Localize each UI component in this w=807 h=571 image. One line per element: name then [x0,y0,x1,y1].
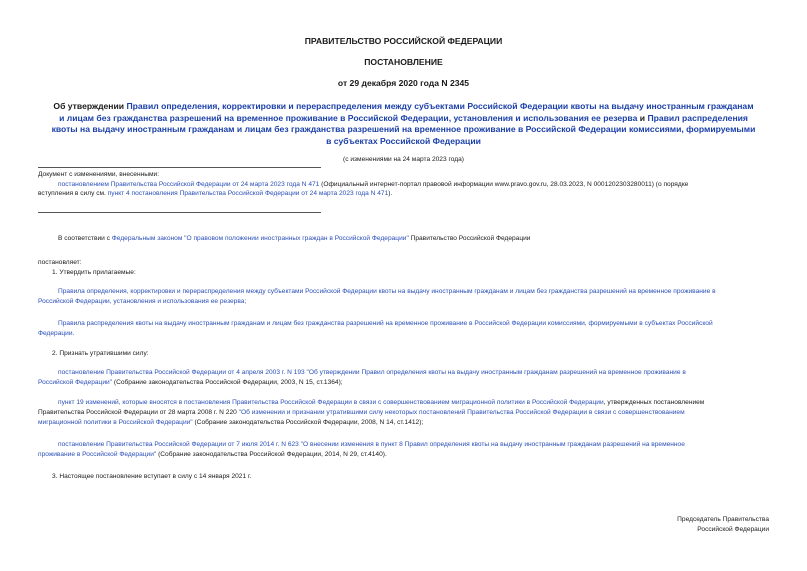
federal-law-link[interactable]: Федеральным законом "О правовом положении иностранных граждан в Российской Федерации" [111,235,409,242]
item-3: 3. Настоящее постановление вступает в силу с 14 января 2021 г. [52,473,252,480]
title-conjunction: и [637,112,648,123]
invalidated-2-link-line-3[interactable]: миграционной политики в Российской Федерации" [38,418,193,426]
invalidated-2-paragraph [38,398,778,427]
changes-intro: Документ с изменениями, внесенными: [38,171,160,178]
signature-body: Российской Федерации [697,525,769,533]
changes-effect-end: ). [388,190,393,198]
date-number-heading: от 29 декабря 2020 года N 2345 [337,78,470,88]
document-title [30,101,777,147]
changes-block [38,170,778,199]
changes-effect-text: вступления в силу см. [38,190,108,198]
invalidated-2-link-line-2[interactable]: "Об изменении и признании утратившими силу некоторых постановлений Правительства Российской Федерации в связи с совершенствованием [238,408,685,416]
preamble-prefix: В соответствии с [58,235,112,242]
invalidated-3-link-line-2[interactable]: проживание в Российской Федерации" [38,450,157,458]
changes-top-divider [38,167,321,168]
government-heading: ПРАВИТЕЛЬСТВО РОССИЙСКОЙ ФЕДЕРАЦИИ [304,36,503,46]
amendment-note: (с изменениями на 24 марта 2023 года) [343,156,464,163]
preamble-suffix: Правительство Российской Федерации [408,235,531,242]
changes-amendment-link[interactable]: постановлением Правительства Российской Федерации от 24 марта 2023 года N 471 [58,180,320,188]
title-rules-link-2[interactable]: и лицам без гражданства разрешений на временное проживание в Российской Федерации, установления и использования ее резерва [59,112,638,123]
doc-type-heading: ПОСТАНОВЛЕНИЕ [364,57,443,67]
item-1: 1. Утвердить прилагаемые: [52,269,136,276]
title-rules-link-3[interactable]: Правил распределения [647,112,748,123]
title-rules-link-5[interactable]: в субъектах Российской Федерации [326,135,481,146]
invalidated-2-source: (Собрание законодательства Российской Федерации, 2008, N 14, ст.1412); [192,418,424,426]
invalidated-2-link-line-1[interactable]: пункт 19 изменений, которые вносятся в постановления Правительства Российской Федерации в связи с совершенствованием миграционной политики в Российской Федерации [58,399,604,406]
invalidated-1-paragraph [38,368,778,388]
changes-amendment-source: (Официальный интернет-портал правовой информации www.pravo.gov.ru, 28.03.2023, N 0001202303280011) (о порядке [319,180,689,188]
title-rules-link-1[interactable]: Правил определения, корректировки и перераспределения между субъектами Российской Федерации квоты на выдачу иностранным гражданам [126,101,754,111]
rules-2-paragraph [38,319,778,339]
rules-2-link-line-2[interactable]: Федерации. [38,329,75,337]
invalidated-2-text-2: Правительства Российской Федерации от 28 марта 2008 г. N 220 [38,408,239,416]
invalidated-1-link-line-2[interactable]: Российской Федерации" [38,378,113,386]
rules-1-link-line-1[interactable]: Правила определения, корректировки и перераспределения между субъектами Российской Федерации квоты на выдачу иностранным гражданам и лицам без гражданства разрешений на временное проживание в [58,288,716,295]
item-2: 2. Признать утратившими силу: [52,350,149,357]
rules-1-paragraph [38,287,778,307]
signature-title: Председатель Правительства [677,516,769,523]
invalidated-3-link-line-1[interactable]: постановление Правительства Российской Федерации от 7 июля 2014 г. N 623 "О внесении изменения в пункт 8 Правил определения квоты на выдачу иностранным гражданам разрешений на временное [58,441,685,448]
signature-block [677,515,769,535]
invalidated-1-source: (Собрание законодательства Российской Федерации, 2003, N 15, ст.1364); [112,378,343,386]
changes-bottom-divider [38,212,321,213]
invalidated-3-paragraph [38,440,778,460]
title-rules-link-4[interactable]: квоты на выдачу иностранным гражданам и лицам без гражданства разрешений на временное проживание в Российской Федерации комиссиями, формируемыми [51,124,756,134]
invalidated-1-link-line-1[interactable]: постановление Правительства Российской Федерации от 4 апреля 2003 г. N 193 "Об утверждении Правил определения квоты на выдачу иностранным гражданам разрешений на временное проживание в [58,369,686,376]
invalidated-3-source: (Собрание законодательства Российской Федерации, 2014, N 29, ст.4140). [156,450,387,458]
decree-word: постановляет: [38,259,82,266]
title-prefix: Об утверждении [53,101,127,111]
invalidated-2-text-1: , утвержденных постановлением [603,399,705,406]
preamble [58,234,778,244]
changes-effect-link[interactable]: пункт 4 постановления Правительства Российской Федерации от 24 марта 2023 года N 471 [107,190,389,198]
rules-1-link-line-2[interactable]: Российской Федерации, установления и использования ее резерва; [38,297,247,305]
rules-2-link-line-1[interactable]: Правила распределения квоты на выдачу иностранным гражданам и лицам без гражданства разрешений на временное проживание в Российской Федерации комиссиями, формируемыми в субъектах Российской [58,320,713,327]
